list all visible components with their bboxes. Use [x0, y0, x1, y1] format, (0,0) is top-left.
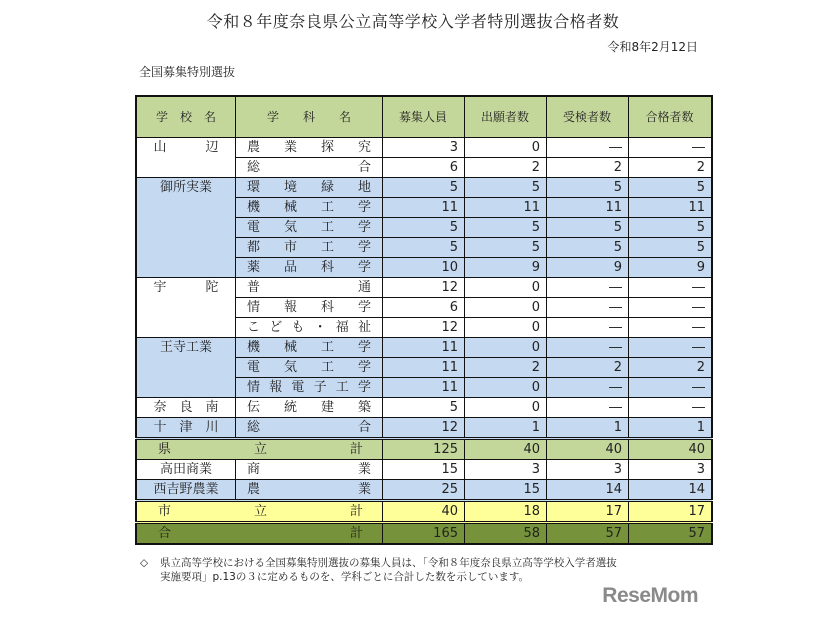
- examinees-cell: 5: [547, 218, 629, 238]
- passed-cell: 11: [629, 198, 713, 218]
- resemom-logo: ReseMom: [602, 584, 698, 607]
- capacity-cell: 40: [383, 501, 465, 523]
- capacity-cell: 12: [383, 318, 465, 338]
- capacity-cell: 6: [383, 298, 465, 318]
- department-cell: 機 械 工 学: [236, 338, 383, 358]
- passed-cell: ―: [629, 398, 713, 418]
- table-row: [136, 398, 712, 418]
- col-header-capacity: 募集人員: [383, 96, 465, 138]
- passed-cell: 40: [629, 439, 713, 460]
- applicants-cell: 18: [465, 501, 547, 523]
- examinees-cell: 40: [547, 439, 629, 460]
- table-row: [136, 480, 712, 501]
- department-cell: 情 報 電 子 工 学: [236, 378, 383, 398]
- capacity-cell: 12: [383, 278, 465, 298]
- department-cell: 商 業: [236, 460, 383, 480]
- table-row: [136, 138, 712, 158]
- grand-total-row-label: 合 計: [136, 523, 383, 545]
- school-name-cell: 西吉野農業: [136, 480, 236, 501]
- examinees-cell: 5: [547, 178, 629, 198]
- examinees-cell: 1: [547, 418, 629, 439]
- department-cell: 電 気 工 学: [236, 358, 383, 378]
- department-cell: 環 境 緑 地: [236, 178, 383, 198]
- examinees-cell: 2: [547, 158, 629, 178]
- passed-cell: ―: [629, 378, 713, 398]
- col-header-department: 学 科 名: [236, 96, 383, 138]
- passed-cell: 5: [629, 178, 713, 198]
- examinees-cell: 2: [547, 358, 629, 378]
- col-header-applicants: 出願者数: [465, 96, 547, 138]
- capacity-cell: 25: [383, 480, 465, 501]
- capacity-cell: 5: [383, 178, 465, 198]
- applicants-cell: 9: [465, 258, 547, 278]
- department-cell: 都 市 工 学: [236, 238, 383, 258]
- table-header-row: [136, 96, 712, 138]
- city-total-row: [136, 501, 712, 523]
- passed-cell: ―: [629, 318, 713, 338]
- examinees-cell: ―: [547, 318, 629, 338]
- examinees-cell: 11: [547, 198, 629, 218]
- table-row: [136, 338, 712, 358]
- department-cell: 情 報 科 学: [236, 298, 383, 318]
- examinees-cell: 5: [547, 238, 629, 258]
- footnote-line-2: 実施要項」p.13の３に定めるものを、学科ごとに合計した数を示しています。: [160, 571, 530, 583]
- department-cell: こ ど も ・ 福 祉: [236, 318, 383, 338]
- table-body: [136, 138, 712, 545]
- capacity-cell: 165: [383, 523, 465, 545]
- applicants-cell: 40: [465, 439, 547, 460]
- grand-total-row: [136, 523, 712, 545]
- diamond-icon: ◇: [140, 557, 149, 569]
- table-row: [136, 418, 712, 439]
- page-title: 令和８年度奈良県公立高等学校入学者特別選抜合格者数: [206, 12, 620, 31]
- applicants-cell: 58: [465, 523, 547, 545]
- department-cell: 機 械 工 学: [236, 198, 383, 218]
- examinees-cell: 9: [547, 258, 629, 278]
- passed-cell: 57: [629, 523, 713, 545]
- capacity-cell: 11: [383, 378, 465, 398]
- table-row: [136, 178, 712, 198]
- col-header-examinees: 受検者数: [547, 96, 629, 138]
- table-row: [136, 278, 712, 298]
- school-name-cell: 十 津 川: [136, 418, 236, 439]
- examinees-cell: ―: [547, 378, 629, 398]
- applicants-cell: 15: [465, 480, 547, 501]
- passed-cell: ―: [629, 338, 713, 358]
- department-cell: 普 通: [236, 278, 383, 298]
- applicants-cell: 0: [465, 138, 547, 158]
- col-header-passed: 合格者数: [629, 96, 713, 138]
- passed-cell: 1: [629, 418, 713, 439]
- capacity-cell: 125: [383, 439, 465, 460]
- examinees-cell: ―: [547, 398, 629, 418]
- applicants-cell: 0: [465, 298, 547, 318]
- capacity-cell: 11: [383, 198, 465, 218]
- capacity-cell: 3: [383, 138, 465, 158]
- applicants-cell: 2: [465, 358, 547, 378]
- examinees-cell: ―: [547, 278, 629, 298]
- school-name-cell: 御所実業: [136, 178, 236, 278]
- passed-cell: 2: [629, 158, 713, 178]
- passed-cell: 2: [629, 358, 713, 378]
- department-cell: 薬 品 科 学: [236, 258, 383, 278]
- capacity-cell: 5: [383, 238, 465, 258]
- passed-cell: 14: [629, 480, 713, 501]
- applicants-cell: 1: [465, 418, 547, 439]
- city-total-row-label: 市 立 計: [136, 501, 383, 523]
- school-name-cell: 山 辺: [136, 138, 236, 178]
- passed-cell: ―: [629, 298, 713, 318]
- results-table: [135, 95, 713, 545]
- capacity-cell: 5: [383, 218, 465, 238]
- col-header-school: 学 校 名: [136, 96, 236, 138]
- examinees-cell: 57: [547, 523, 629, 545]
- school-name-cell: 宇 陀: [136, 278, 236, 338]
- passed-cell: 3: [629, 460, 713, 480]
- applicants-cell: 2: [465, 158, 547, 178]
- applicants-cell: 5: [465, 218, 547, 238]
- passed-cell: ―: [629, 278, 713, 298]
- applicants-cell: 11: [465, 198, 547, 218]
- capacity-cell: 12: [383, 418, 465, 439]
- footnote: [140, 556, 617, 584]
- prefecture-total-row-label: 県 立 計: [136, 439, 383, 460]
- examinees-cell: ―: [547, 298, 629, 318]
- capacity-cell: 15: [383, 460, 465, 480]
- department-cell: 農 業 探 究: [236, 138, 383, 158]
- examinees-cell: 3: [547, 460, 629, 480]
- passed-cell: 5: [629, 238, 713, 258]
- department-cell: 総 合: [236, 418, 383, 439]
- publication-date: 令和8年2月12日: [607, 40, 698, 54]
- section-subtitle: 全国募集特別選抜: [139, 65, 236, 79]
- applicants-cell: 5: [465, 178, 547, 198]
- examinees-cell: 17: [547, 501, 629, 523]
- school-name-cell: 奈 良 南: [136, 398, 236, 418]
- footnote-line-1: 県立高等学校における全国募集特別選抜の募集人員は、「令和８年度奈良県立高等学校入学者選抜: [160, 557, 617, 569]
- department-cell: 総 合: [236, 158, 383, 178]
- department-cell: 農 業: [236, 480, 383, 501]
- capacity-cell: 10: [383, 258, 465, 278]
- applicants-cell: 5: [465, 238, 547, 258]
- passed-cell: 9: [629, 258, 713, 278]
- school-name-cell: 高田商業: [136, 460, 236, 480]
- applicants-cell: 3: [465, 460, 547, 480]
- capacity-cell: 11: [383, 338, 465, 358]
- school-name-cell: 王寺工業: [136, 338, 236, 398]
- passed-cell: 17: [629, 501, 713, 523]
- capacity-cell: 5: [383, 398, 465, 418]
- applicants-cell: 0: [465, 318, 547, 338]
- capacity-cell: 11: [383, 358, 465, 378]
- department-cell: 伝 統 建 築: [236, 398, 383, 418]
- capacity-cell: 6: [383, 158, 465, 178]
- applicants-cell: 0: [465, 378, 547, 398]
- examinees-cell: 14: [547, 480, 629, 501]
- applicants-cell: 0: [465, 278, 547, 298]
- examinees-cell: ―: [547, 138, 629, 158]
- applicants-cell: 0: [465, 398, 547, 418]
- table-row: [136, 460, 712, 480]
- passed-cell: 5: [629, 218, 713, 238]
- applicants-cell: 0: [465, 338, 547, 358]
- passed-cell: ―: [629, 138, 713, 158]
- examinees-cell: ―: [547, 338, 629, 358]
- prefecture-total-row: [136, 439, 712, 460]
- department-cell: 電 気 工 学: [236, 218, 383, 238]
